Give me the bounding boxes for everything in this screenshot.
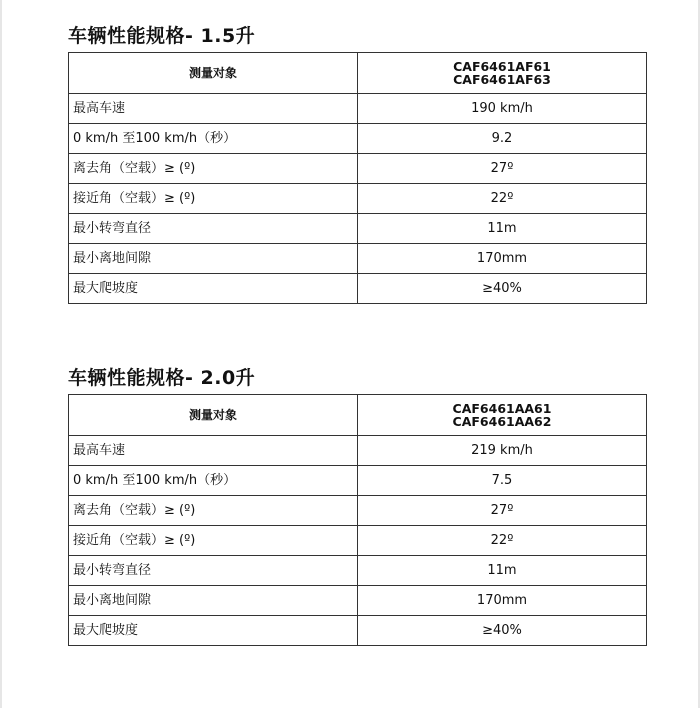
row-value: 170mm — [358, 586, 647, 616]
table-row — [69, 526, 647, 556]
row-value: ≥40% — [358, 274, 647, 304]
row-label: 最大爬坡度 — [69, 616, 358, 646]
table-row — [69, 586, 647, 616]
table-row — [69, 244, 647, 274]
table-row — [69, 616, 647, 646]
row-value: 7.5 — [358, 466, 647, 496]
table-row — [69, 556, 647, 586]
model-header — [358, 395, 647, 436]
row-label: 最高车速 — [69, 436, 358, 466]
row-value: 11m — [358, 214, 647, 244]
table-row — [69, 154, 647, 184]
row-label: 最小转弯直径 — [69, 556, 358, 586]
spec-table — [68, 394, 647, 646]
table-row — [69, 436, 647, 466]
table-header-row — [69, 53, 647, 94]
table-row — [69, 274, 647, 304]
row-value: 190 km/h — [358, 94, 647, 124]
table-row — [69, 124, 647, 154]
row-value: 219 km/h — [358, 436, 647, 466]
spec-section-1-5l — [68, 20, 646, 304]
table-row — [69, 496, 647, 526]
table-header-row — [69, 395, 647, 436]
row-label: 最小离地间隙 — [69, 244, 358, 274]
row-label: 0 km/h 至100 km/h（秒） — [69, 466, 358, 496]
page-edge-left — [0, 0, 2, 708]
spec-section-2-0l — [68, 362, 646, 646]
section-title: 车辆性能规格- 2.0升 — [68, 367, 256, 389]
row-value: 170mm — [358, 244, 647, 274]
model-code: CAF6461AF63 — [453, 72, 551, 87]
model-header — [358, 53, 647, 94]
row-value: 11m — [358, 556, 647, 586]
measure-header: 测量对象 — [69, 395, 358, 436]
row-label: 接近角（空载）≥ (º) — [69, 184, 358, 214]
table-row — [69, 466, 647, 496]
table-row — [69, 214, 647, 244]
model-code: CAF6461AA62 — [452, 414, 552, 429]
row-label: 最高车速 — [69, 94, 358, 124]
measure-header: 测量对象 — [69, 53, 358, 94]
row-label: 0 km/h 至100 km/h（秒） — [69, 124, 358, 154]
row-label: 离去角（空载）≥ (º) — [69, 154, 358, 184]
model-code: CAF6461AF61 — [453, 59, 551, 74]
row-label: 最小转弯直径 — [69, 214, 358, 244]
row-value: ≥40% — [358, 616, 647, 646]
row-value: 27º — [358, 496, 647, 526]
row-label: 最小离地间隙 — [69, 586, 358, 616]
spec-table — [68, 52, 647, 304]
row-value: 22º — [358, 184, 647, 214]
row-value: 27º — [358, 154, 647, 184]
row-label: 最大爬坡度 — [69, 274, 358, 304]
section-title: 车辆性能规格- 1.5升 — [68, 25, 256, 47]
row-value: 22º — [358, 526, 647, 556]
row-label: 离去角（空载）≥ (º) — [69, 496, 358, 526]
model-code: CAF6461AA61 — [452, 401, 552, 416]
row-label: 接近角（空载）≥ (º) — [69, 526, 358, 556]
row-value: 9.2 — [358, 124, 647, 154]
table-row — [69, 94, 647, 124]
table-row — [69, 184, 647, 214]
